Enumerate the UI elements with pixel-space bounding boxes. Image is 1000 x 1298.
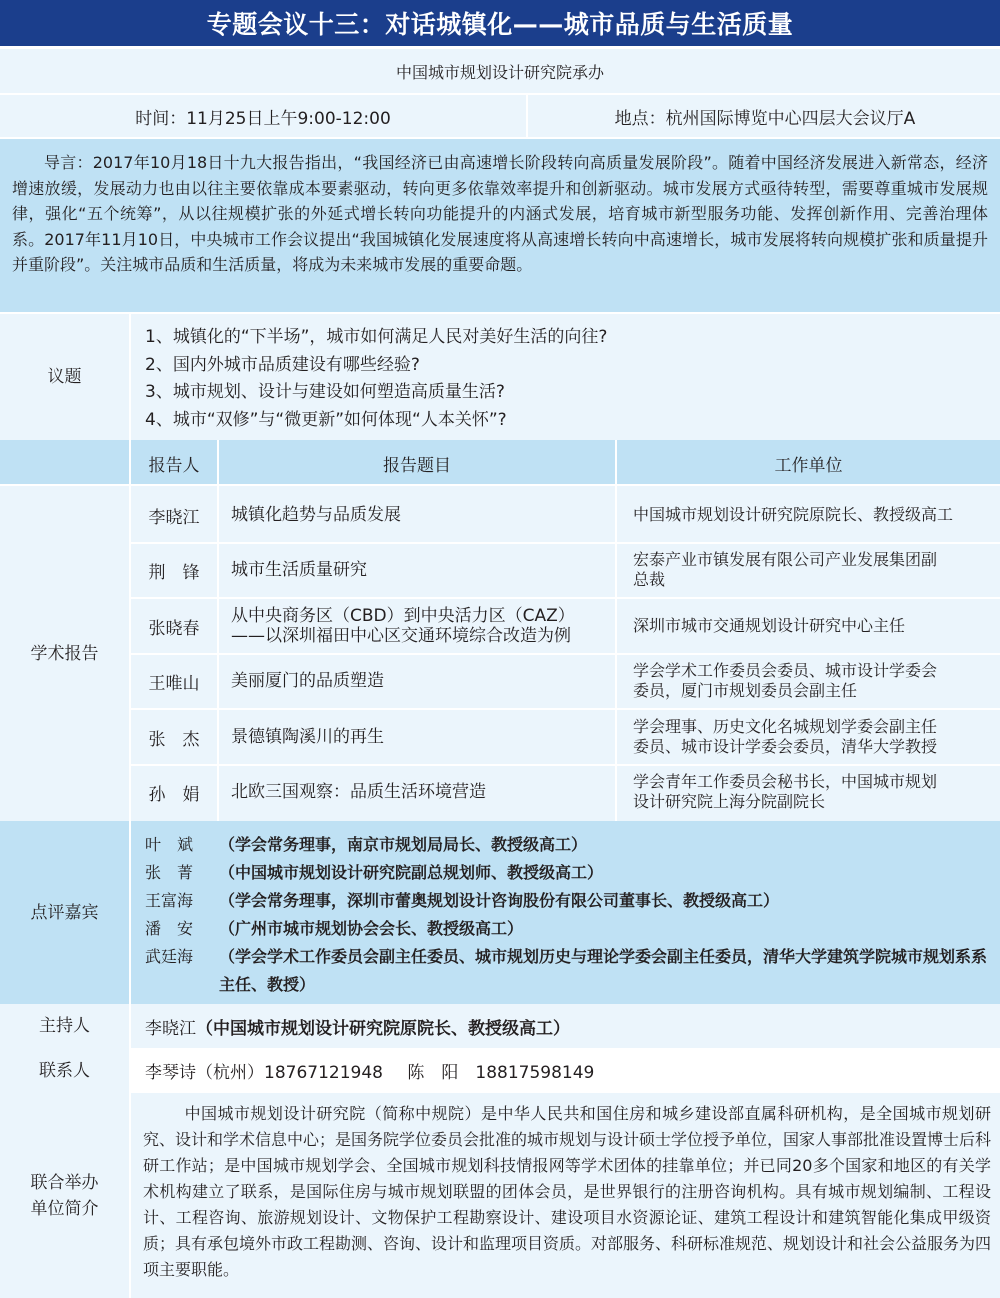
reports-label: 学术报告 <box>30 643 99 664</box>
report-row <box>131 543 1000 599</box>
report-topic: 美丽厦门的品质塑造 <box>231 671 384 691</box>
topics-section <box>0 314 1000 440</box>
speaker-name: 王唯山 <box>148 673 200 694</box>
reviewer-name: 张 菁 <box>145 863 194 882</box>
speaker-name: 李晓江 <box>148 507 200 528</box>
speaker-name: 张晓春 <box>148 618 200 639</box>
report-topic: 城镇化趋势与品质发展 <box>231 505 401 525</box>
reviewer-desc: （学会学术工作委员会副主任委员、城市规划历史与理论学委会副主任委员，清华大学建筑学院城市规划系系主任、教授） <box>219 947 988 994</box>
report-row <box>131 654 1000 710</box>
topic-item: 3、城市规划、设计与建设如何塑造高质量生活? <box>145 382 505 402</box>
divider <box>129 1048 131 1093</box>
reviewer-desc: （中国城市规划设计研究院副总规划师、教授级高工） <box>219 863 604 882</box>
time-location-row <box>0 95 1000 139</box>
report-topic: 景德镇陶溪川的再生 <box>231 727 384 747</box>
reviewer-name: 武廷海 <box>145 947 194 966</box>
topic-item: 2、国内外城市品质建设有哪些经验? <box>145 354 420 375</box>
moderator-section <box>0 1004 1000 1048</box>
page-title: 专题会议十三：对话城镇化——城市品质与生活质量 <box>206 10 794 39</box>
location-text: 地点：杭州国际博览中心四层大会议厅A <box>614 108 916 129</box>
moderator-label: 主持人 <box>39 1016 90 1036</box>
report-row <box>131 488 1000 544</box>
host-row <box>0 49 1000 95</box>
intro-section <box>0 139 1000 314</box>
speaker-org: 宏泰产业市镇发展有限公司产业发展集团副 总裁 <box>633 550 938 589</box>
reviewer-name: 叶 斌 <box>145 835 194 854</box>
moderator-desc: （中国城市规划设计研究院原院长、教授级高工） <box>196 1018 570 1039</box>
speaker-name: 孙 娟 <box>148 784 200 805</box>
report-topic: 从中央商务区（CBD）到中央活力区（CAZ） ——以深圳福田中心区交通环境综合改造为例 <box>231 606 575 646</box>
reviewer-name: 潘 安 <box>145 919 194 938</box>
speaker-org: 学会青年工作委员会秘书长，中国城市规划 设计研究院上海分院副院长 <box>633 772 938 811</box>
reviewers-section <box>0 821 1000 1004</box>
reviewer-item <box>145 915 990 943</box>
reviewer-name: 王富海 <box>145 891 194 910</box>
speaker-org: 学会理事、历史文化名城规划学委会副主任 委员、城市设计学委会委员，清华大学教授 <box>633 717 938 756</box>
reports-section <box>0 486 1000 821</box>
topic-item: 4、城市“双修”与“微更新”如何体现“人本关怀”? <box>145 409 507 430</box>
reviewer-desc: （学会常务理事，深圳市蕾奥规划设计咨询股份有限公司董事长、教授级高工） <box>219 891 780 910</box>
intro-text: 导言：2017年10月18日十九大报告指出，“我国经济已由高速增长阶段转向高质量发展阶段”。随着中国经济发展进入新常态，经济增速放缓，发展动力也由以往主要依靠成本要素驱动，转向更多依靠效率提升和创新驱动。城市发展方式亟待转型，需要尊重城市发展规律，强化“五个统筹”，从以往规模扩张的外延式增长转向功能提升的内涵式发展，培育城市新型服务功能、发挥创新作用、完善治理体系。2017年11月10日，中央城市工作会议提出“我国城镇化发展速度将从高速增长转向中高速增长，城市发展将转向规模扩张和质量提升并重阶段”。关注城市品质和生活质量，将成为未来城市发展的重要命题。 <box>12 153 988 274</box>
reviewer-item <box>145 943 990 999</box>
speaker-org: 中国城市规划设计研究院原院长、教授级高工 <box>633 505 954 524</box>
organizer-intro-section <box>0 1093 1000 1298</box>
report-topic: 城市生活质量研究 <box>231 560 367 580</box>
report-row <box>131 599 1000 655</box>
reviewer-item <box>145 887 990 915</box>
contact-label: 联系人 <box>0 1048 129 1093</box>
contact-text: 李琴诗（杭州）18767121948 陈 阳 18817598149 <box>145 1063 595 1083</box>
topic-item: 1、城镇化的“下半场”，城市如何满足人民对美好生活的向往? <box>145 327 608 347</box>
organizer-intro-label: 联合举办 单位简介 <box>30 1172 99 1219</box>
reviewers-label: 点评嘉宾 <box>30 902 99 923</box>
topics-list <box>145 324 607 434</box>
divider <box>129 1093 131 1298</box>
contact-section <box>0 1048 1000 1093</box>
moderator-name: 李晓江 <box>145 1018 196 1039</box>
reviewer-item <box>145 859 990 887</box>
divider <box>129 821 131 1004</box>
speaker-org: 深圳市城市交通规划设计研究中心主任 <box>633 616 906 635</box>
page-title-bar <box>0 0 1000 48</box>
speaker-org: 学会学术工作委员会委员、城市设计学委会 委员，厦门市规划委员会副主任 <box>633 661 938 700</box>
organizer-intro-text: 中国城市规划设计研究院（简称中规院）是中华人民共和国住房和城乡建设部直属科研机构，是全国城市规划研究、设计和学术信息中心；是国务院学位委员会批准的城市规划与设计硕士学位授予单位，国家人事部批准设置博士后科研工作站；是中国城市规划学会、全国城市规划科技情报网等学术团体的挂靠单位；并已同20多个国家和地区的有关学术机构建立了联系，是国际住房与城市规划联盟的团体会员，是世界银行的注册咨询机构。具有城市规划编制、工程设计、工程咨询、旅游规划设计、文物保护工程勘察设计、建设项目水资源论证、建筑工程设计和建筑智能化集成甲级资质；具有承包境外市政工程勘测、咨询、设计和监理项目资质。对部服务、科研标准规范、规划设计和社会公益服务为四项主要职能。 <box>143 1104 992 1279</box>
host-text: 中国城市规划设计研究院承办 <box>395 62 604 82</box>
reports-header-row <box>0 440 1000 486</box>
reviewer-item <box>145 831 990 859</box>
report-row <box>131 710 1000 766</box>
header-org: 工作单位 <box>774 455 843 476</box>
topics-label: 议题 <box>47 367 82 387</box>
reviewer-desc: （广州市城市规划协会会长、教授级高工） <box>219 919 524 938</box>
divider <box>129 314 131 440</box>
header-topic: 报告题目 <box>383 455 451 476</box>
divider <box>129 1004 131 1048</box>
speaker-name: 张 杰 <box>148 729 200 750</box>
reviewer-desc: （学会常务理事，南京市规划局局长、教授级高工） <box>219 835 588 854</box>
speaker-name: 荆 锋 <box>148 562 200 583</box>
report-row <box>131 765 1000 821</box>
report-topic: 北欧三国观察：品质生活环境营造 <box>231 782 486 802</box>
moderator-content <box>145 1004 570 1048</box>
reviewers-list <box>145 831 990 999</box>
time-text: 时间：11月25日上午9:00-12:00 <box>0 95 528 137</box>
header-speaker: 报告人 <box>148 455 200 476</box>
